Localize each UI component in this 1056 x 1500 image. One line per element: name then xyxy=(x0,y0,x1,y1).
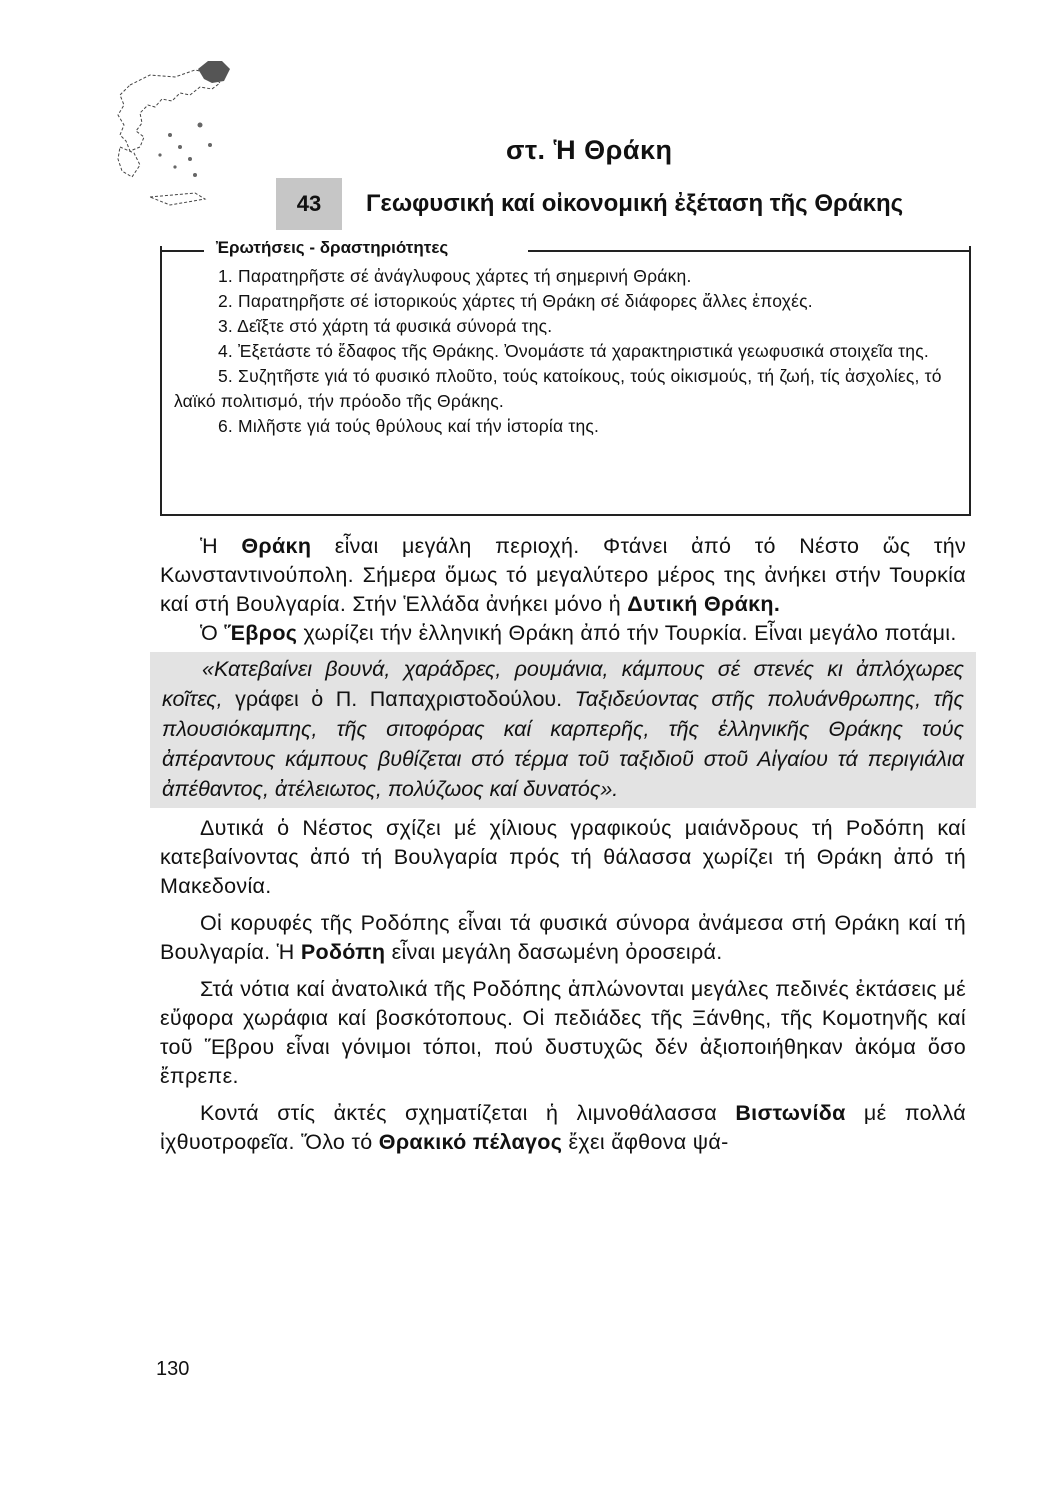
island xyxy=(178,145,182,149)
text-run: χωρίζει τήν ἑλληνική Θράκη ἀπό τήν Τουρκία. Εἶναι μεγάλο ποτάμι. xyxy=(297,621,957,645)
questions-list xyxy=(174,264,955,439)
quote-attribution: γράφει ὁ Π. Παπαχριστοδούλου. xyxy=(222,687,575,711)
text-run: εἶναι μεγάλη δασωμένη ὀροσειρά. xyxy=(385,940,723,964)
main-text xyxy=(160,532,966,1157)
question-item: 4. Ἐξετάστε τό ἔδαφος τῆς Θράκης. Ὀνομάστε τά χαρακτηριστικά γεωφυσικά στοιχεῖα της. xyxy=(218,341,929,361)
question-item: 2. Παρατηρῆστε σέ ἱστορικούς χάρτες τή Θράκη σέ διάφορες ἄλλες ἐποχές. xyxy=(218,291,813,311)
text-run: Οἱ κορυφές τῆς Ροδόπης εἶναι τά φυσικά σύνορα ἀνάμεσα στή Θράκη καί τή Βουλγαρία. Ἡ xyxy=(160,911,966,964)
term-rhodope: Ροδόπη xyxy=(300,940,386,964)
lesson-number: 43 xyxy=(276,178,342,230)
paragraph-vistonida xyxy=(160,1099,966,1157)
peloponnese-outline xyxy=(118,147,140,177)
paragraph-nestos: Δυτικά ὁ Νέστος σχίζει μέ χίλιους γραφικούς μαιάνδρους τή Ροδόπη καί κατεβαίνοντας ἀπό τή Βουλγαρία πρός τή θάλασσα χωρίζει τή Θράκη ἀπό τή Μακεδονία. xyxy=(160,816,966,898)
island xyxy=(158,153,161,156)
paragraph-plains: Στά νότια καί ἀνατολικά τῆς Ροδόπης ἁπλώνονται μεγάλες πεδινές ἐκτάσεις μέ εὔφορα χωράφια καί βοσκότοπους. Οἱ πεδιάδες τῆς Ξάνθης, τῆς Κομοτηνῆς καί τοῦ Ἕβρου εἶναι γόνιμοι τόποι, πού δυστυχῶς δέν ἀξιοποιήθηκαν ἀκόμα ὅσο ἔπρεπε. xyxy=(160,977,966,1088)
lesson-header xyxy=(276,178,903,230)
text-run: Ὁ xyxy=(200,621,225,645)
island xyxy=(198,123,203,128)
paragraph-rhodope xyxy=(160,909,966,967)
lesson-title: Γεωφυσική καί οἰκονομική ἐξέταση τῆς Θράκης xyxy=(366,190,904,217)
mainland-outline xyxy=(118,70,220,151)
quote-block xyxy=(150,652,976,808)
paragraph-evros xyxy=(160,619,966,648)
term-vistonida: Βιστωνίδα xyxy=(735,1101,846,1125)
question-item: 1. Παρατηρῆστε σέ ἀνάγλυφους χάρτες τή σημερινή Θράκη. xyxy=(218,266,692,286)
text-run: Κοντά στίς ἀκτές σχηματίζεται ἡ λιμνοθάλασσα xyxy=(200,1101,736,1125)
island xyxy=(173,165,176,168)
questions-heading: Ἐρωτήσεις - δραστηριότητες xyxy=(212,238,452,258)
island xyxy=(168,133,172,137)
text-run: μέ πολλά ἰχθυοτροφεῖα. Ὅλο τό xyxy=(160,1101,966,1154)
quote-text: «Κατεβαίνει βουνά, χαράδρες, ρουμάνια, κάμπους σέ στενές κι ἀπλόχωρες κοῖτες, xyxy=(162,657,964,711)
term-evros: Ἕβρος xyxy=(224,621,298,645)
question-item: 5. Συζητῆστε γιά τό φυσικό πλοῦτο, τούς κατοίκους, τούς οἰκισμούς, τή ζωή, τίς ἀσχολίες, τό λαϊκό πολιτισμό, τήν πρόοδο τῆς Θράκης. xyxy=(174,366,942,411)
paragraph-thrace-intro xyxy=(160,532,966,619)
page-number: 130 xyxy=(156,1358,190,1380)
text-run: εἶναι μεγάλη περιοχή. Φτάνει ἀπό τό Νέστο ὥς τήν Κωνσταντινούπολη. Σήμερα ὅμως τό μεγαλύτερο μέρος της ἀνήκει στήν Τουρκία καί στή Βουλγαρία. Στήν Ἑλλάδα ἀνήκει μόνο ἡ xyxy=(160,534,966,616)
section-title: στ. Ἡ Θράκη xyxy=(506,135,673,165)
term-thracian-sea: Θρακικό πέλαγος xyxy=(378,1130,563,1154)
question-item: 6. Μιλῆστε γιά τούς θρύλους καί τήν ἱστορία της. xyxy=(218,416,600,436)
crete-outline xyxy=(150,193,205,205)
island xyxy=(188,157,192,161)
term-thrace: Θράκη xyxy=(241,534,312,558)
island xyxy=(193,173,197,177)
island xyxy=(208,143,212,147)
questions-box xyxy=(160,238,971,516)
text-run: ἔχει ἄφθονα ψά- xyxy=(562,1130,729,1154)
text-run: Ἡ xyxy=(200,534,242,558)
greece-map-thrace-highlight xyxy=(100,55,240,215)
quote-text: Ταξιδεύοντας στῆς πολυάνθρωπης, τῆς πλουσιόκαμπης, τῆς σιτοφόρας καί καρπερῆς, τῆς ἑλληνικῆς Θράκης τούς ἀπέραντους κάμπους βυθίζεται στό τέρμα τοῦ ταξιδιοῦ στοῦ Αἰγαίου τά περιγιάλια ἀπέθαντος, ἀτέλειωτος, πολύζωος καί δυνατός». xyxy=(162,687,964,801)
question-item: 3. Δεῖξτε στό χάρτη τά φυσικά σύνορά της. xyxy=(218,316,553,336)
thrace-region xyxy=(198,61,230,83)
term-western-thrace: Δυτική Θράκη. xyxy=(627,592,781,616)
